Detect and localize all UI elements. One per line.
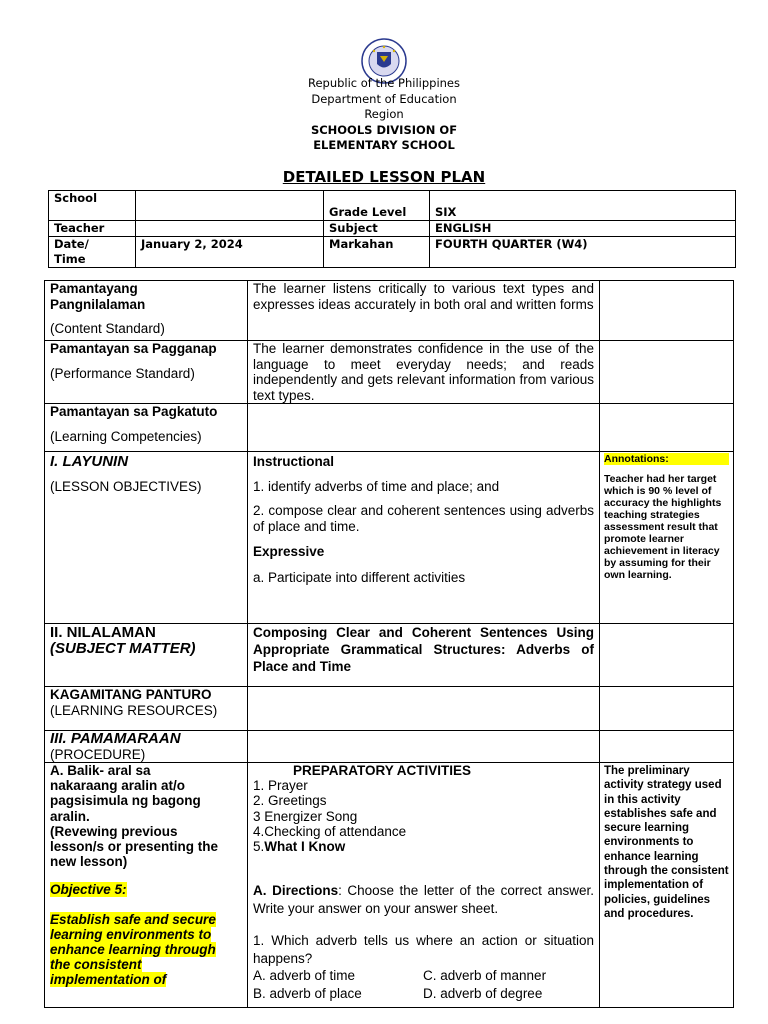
competencies-notes bbox=[600, 404, 734, 452]
date-value: January 2, 2024 bbox=[136, 237, 324, 268]
performance-standard-row bbox=[45, 341, 734, 404]
competencies-sub: (Learning Competencies) bbox=[50, 428, 202, 444]
objective-5-line-4: the consistent bbox=[50, 957, 142, 973]
content-std-sub: (Content Standard) bbox=[50, 321, 165, 336]
date-label: Date/ Time bbox=[49, 237, 136, 268]
choice-d: D. adverb of degree bbox=[423, 985, 543, 1001]
prep-item-3: 3 Energizer Song bbox=[253, 808, 358, 824]
resources-sub: (LEARNING RESOURCES) bbox=[50, 702, 218, 718]
info-table bbox=[48, 190, 736, 268]
region-line: Region bbox=[364, 107, 404, 121]
competencies-row bbox=[45, 404, 734, 452]
review-sub-1: (Revewing previous bbox=[50, 823, 178, 839]
objectives-label: I. LAYUNIN bbox=[50, 453, 129, 470]
lesson-plan-table bbox=[44, 280, 734, 1008]
content-standard-row bbox=[45, 281, 734, 341]
grade-label: Grade Level bbox=[324, 191, 430, 221]
objective-5-line-5: implementation of bbox=[50, 972, 167, 988]
competencies-text bbox=[248, 404, 600, 452]
teacher-label: Teacher bbox=[49, 221, 136, 237]
choices-row-1 bbox=[253, 967, 594, 985]
republic-line: Republic of the Philippines bbox=[307, 76, 461, 90]
markahan-value: FOURTH QUARTER (W4) bbox=[430, 237, 736, 268]
procedure-notes bbox=[600, 731, 734, 763]
content-std-notes bbox=[600, 281, 734, 341]
teacher-value bbox=[136, 221, 324, 237]
prep-item-1: 1. Prayer bbox=[253, 778, 308, 794]
review-label-2: nakaraang aralin at/o bbox=[50, 778, 186, 794]
subject-matter-sub: (SUBJECT MATTER) bbox=[50, 639, 196, 657]
review-label-4: aralin. bbox=[50, 808, 90, 824]
review-row bbox=[45, 763, 734, 1008]
page-title: DETAILED LESSON PLAN bbox=[282, 168, 486, 186]
prep-item-2: 2. Greetings bbox=[253, 793, 327, 809]
choice-a: A. adverb of time bbox=[253, 968, 356, 984]
question-1: 1. Which adverb tells us where an action or situation happens? bbox=[253, 933, 594, 966]
subject-value: ENGLISH bbox=[430, 221, 736, 237]
subject-matter-label: II. NILALAMAN bbox=[50, 624, 156, 641]
review-sub-3: new lesson) bbox=[50, 854, 128, 870]
prep-title: PREPARATORY ACTIVITIES bbox=[293, 763, 472, 778]
procedure-row bbox=[45, 731, 734, 763]
annotation-text: Teacher had her target which is 90 % level of accuracy the highlights teaching strategies assessment result that promote learner achievement in literacy by assuming for their own learning. bbox=[604, 473, 722, 581]
markahan-label: Markahan bbox=[324, 237, 430, 268]
objective-1: 1. identify adverbs of time and place; and bbox=[253, 478, 500, 494]
objective-5-line-1: Establish safe and secure bbox=[50, 911, 216, 927]
choices-row-2 bbox=[253, 985, 594, 1003]
school-line: ELEMENTARY SCHOOL bbox=[313, 138, 455, 152]
resources-label: KAGAMITANG PANTURO bbox=[50, 687, 212, 702]
performance-std-sub: (Performance Standard) bbox=[50, 365, 195, 381]
review-label-3: pagsisimula ng bagong bbox=[50, 793, 201, 809]
prep-item-4: 4.Checking of attendance bbox=[253, 823, 407, 839]
objective-5-label: Objective 5: bbox=[50, 882, 127, 898]
performance-std-label: Pamantayan sa Pagganap bbox=[50, 341, 217, 356]
resources-text bbox=[248, 687, 600, 731]
choice-b: B. adverb of place bbox=[253, 985, 362, 1001]
directions: A. Directions: Choose the letter of the correct answer. Write your answer on your answer sheet. bbox=[253, 883, 594, 917]
annotation-title: Annotations: bbox=[604, 453, 729, 465]
expressive-label: Expressive bbox=[253, 544, 325, 559]
procedure-sub: (PROCEDURE) bbox=[50, 746, 146, 762]
objective-5-line-3: enhance learning through bbox=[50, 942, 216, 958]
division-line: SCHOOLS DIVISION OF bbox=[310, 123, 458, 137]
objectives-sub: (LESSON OBJECTIVES) bbox=[50, 478, 202, 494]
content-std-label-2: Pangnilalaman bbox=[50, 296, 146, 312]
prep-item-5: 5.What I Know bbox=[253, 839, 346, 855]
competencies-label: Pamantayan sa Pagkatuto bbox=[50, 404, 218, 419]
subject-label: Subject bbox=[324, 221, 430, 237]
review-annotation: The preliminary activity strategy used in this activity establishes safe and secure learning environments to enhance learning through the consistent implementation of policies, guidelines and procedures. bbox=[604, 765, 729, 920]
subject-matter-row bbox=[45, 624, 734, 687]
school-value bbox=[136, 191, 324, 221]
performance-std-text: The learner demonstrates confidence in the use of the language to meet everyday needs; and reads independently and gets relevant information from various text types. bbox=[248, 341, 600, 404]
performance-std-notes bbox=[600, 341, 734, 404]
resources-notes bbox=[600, 687, 734, 731]
content-std-text: The learner listens critically to various text types and expresses ideas accurately in both oral and written forms bbox=[248, 281, 600, 341]
objective-2: 2. compose clear and coherent sentences using adverbs of place and time. bbox=[253, 503, 594, 534]
content-std-label-1: Pamantayang bbox=[50, 281, 138, 296]
department-line: Department of Education bbox=[311, 92, 457, 106]
procedure-label: III. PAMAMARAAN bbox=[50, 730, 181, 747]
procedure-text bbox=[248, 731, 600, 763]
objective-a: a. Participate into different activities bbox=[253, 569, 466, 585]
subject-matter-text: Composing Clear and Coherent Sentences Using Appropriate Grammatical Structures: Adverbs of Place and Time bbox=[248, 624, 600, 687]
review-sub-2: lesson/s or presenting the bbox=[50, 839, 219, 855]
review-label-1: A. Balik- aral sa bbox=[50, 763, 151, 778]
school-label: School bbox=[49, 191, 136, 221]
subject-matter-notes bbox=[600, 624, 734, 687]
choice-c: C. adverb of manner bbox=[423, 968, 547, 984]
objective-5-line-2: learning environments to bbox=[50, 926, 212, 942]
resources-row bbox=[45, 687, 734, 731]
objectives-row bbox=[45, 452, 734, 624]
instructional-label: Instructional bbox=[253, 454, 335, 469]
grade-value: SIX bbox=[430, 191, 736, 221]
